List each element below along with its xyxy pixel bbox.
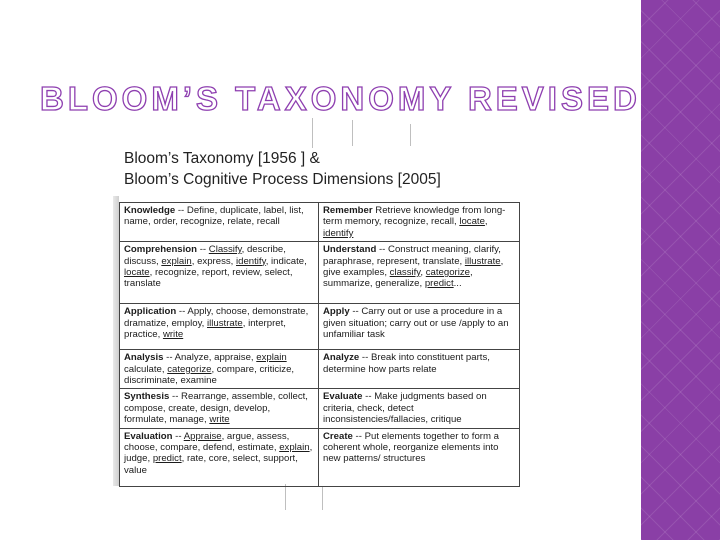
underlined-verb: identify	[323, 227, 354, 239]
bloom-2005-cell	[319, 428, 520, 486]
underlined-verb: Classify	[208, 244, 242, 256]
cell-text: --	[172, 430, 184, 442]
level-term: Apply	[323, 306, 350, 318]
level-term: Understand	[323, 244, 377, 256]
bloom-2005-cell	[319, 350, 520, 389]
cell-text: -- Break into constituent parts, determine how parts relate	[323, 352, 490, 375]
heading-line-2: Bloom’s Cognitive Process Dimensions [2005]	[124, 171, 441, 188]
cell-text: ,	[484, 216, 488, 228]
table-row	[120, 242, 520, 304]
underlined-verb: explain	[256, 352, 287, 364]
cell-text: -- Analyze, appraise,	[163, 352, 257, 364]
cell-text: -- Rearrange, assemble, collect, compose, create, design, develop, formulate, manage,	[124, 391, 308, 426]
underlined-verb: identify	[236, 255, 266, 267]
bloom-1956-cell	[120, 203, 319, 242]
level-term: Synthesis	[124, 391, 170, 403]
cell-text: , interpret, practice,	[124, 317, 286, 341]
scan-mark	[352, 120, 353, 146]
level-term: Analyze	[323, 352, 360, 364]
bloom-1956-cell	[120, 389, 319, 428]
heading-line-1: Bloom’s Taxonomy [1956 ] &	[124, 150, 320, 167]
underlined-verb: categorize	[425, 267, 471, 279]
bloom-1956-cell	[120, 350, 319, 389]
underlined-verb: write	[209, 414, 230, 426]
table-row	[120, 203, 520, 242]
cell-text: -- Carry out or use a procedure in a given situation; carry out or use /apply to an unfamiliar task	[323, 306, 509, 341]
cell-text: , recognize, report, review, select, translate	[124, 267, 293, 290]
underlined-verb: classify	[389, 267, 421, 279]
decorative-side-panel	[641, 0, 720, 540]
level-term: Create	[323, 430, 353, 442]
bloom-1956-cell	[120, 428, 319, 486]
scan-mark	[322, 486, 323, 510]
bloom-2005-cell	[319, 242, 520, 304]
cell-text: , express,	[191, 255, 236, 267]
table-row	[120, 304, 520, 350]
cell-text: Retrieve knowledge from long-term memory, recognize, recall,	[323, 205, 506, 228]
underlined-verb: categorize	[167, 363, 212, 375]
taxonomy-table-body	[120, 203, 520, 487]
underlined-verb: predict	[152, 453, 182, 465]
slide-title: BLOOM’S TAXONOMY REVISED	[40, 80, 641, 117]
cell-text: , compare, criticize, discriminate, examine	[124, 363, 295, 387]
bloom-1956-cell	[120, 304, 319, 350]
scanned-document-heading	[124, 148, 544, 190]
cell-text: , summarize, generalize,	[323, 267, 473, 290]
cell-text: , judge,	[124, 442, 313, 465]
scan-mark	[312, 118, 313, 148]
cell-text: , argue, assess, choose, compare, defend, estimate,	[124, 430, 290, 454]
underlined-verb: locate	[124, 267, 150, 279]
underlined-verb: illustrate	[464, 255, 501, 267]
underlined-verb: explain	[161, 255, 192, 267]
scan-mark	[410, 124, 411, 146]
cell-text: -- Define, duplicate, label, list, name, order, recognize, relate, recall	[124, 205, 304, 228]
scan-mark	[285, 484, 286, 510]
level-term: Evaluation	[124, 430, 173, 442]
cell-text: --	[197, 244, 209, 256]
level-term: Analysis	[124, 352, 164, 364]
cell-text: calculate,	[124, 363, 168, 375]
cell-text: ...	[453, 278, 462, 290]
underlined-verb: Appraise	[183, 430, 222, 442]
underlined-verb: predict	[424, 278, 454, 290]
level-term: Evaluate	[323, 391, 363, 403]
cell-text: -- Construct meaning, clarify, paraphrase, represent, translate,	[323, 244, 501, 267]
table-row	[120, 350, 520, 389]
underlined-verb: locate	[459, 216, 485, 228]
bloom-2005-cell	[319, 389, 520, 428]
cell-text: -- Put elements together to form a coherent whole, reorganize elements into new patterns/ structures	[323, 430, 499, 465]
cell-text: , give examples,	[323, 255, 504, 279]
table-row	[120, 428, 520, 486]
level-term: Application	[124, 306, 177, 318]
table-row	[120, 389, 520, 428]
cell-text: -- Apply, choose, demonstrate, dramatize, employ,	[124, 306, 309, 329]
underlined-verb: explain	[279, 442, 310, 454]
cell-text: , rate, core, select, support, value	[124, 453, 298, 476]
level-term: Knowledge	[124, 205, 176, 216]
level-term: Remember	[323, 205, 373, 216]
bloom-2005-cell	[319, 203, 520, 242]
bloom-2005-cell	[319, 304, 520, 350]
underlined-verb: illustrate	[207, 317, 243, 329]
bloom-1956-cell	[120, 242, 319, 304]
cell-text: ,	[420, 267, 426, 279]
cell-text: -- Make judgments based on criteria, check, detect inconsistencies/fallacies, critique	[323, 391, 487, 426]
cell-text: , indicate,	[265, 255, 307, 267]
cell-text: , describe, discuss,	[124, 244, 286, 267]
taxonomy-table	[119, 202, 520, 487]
level-term: Comprehension	[124, 244, 198, 256]
underlined-verb: write	[162, 329, 184, 341]
